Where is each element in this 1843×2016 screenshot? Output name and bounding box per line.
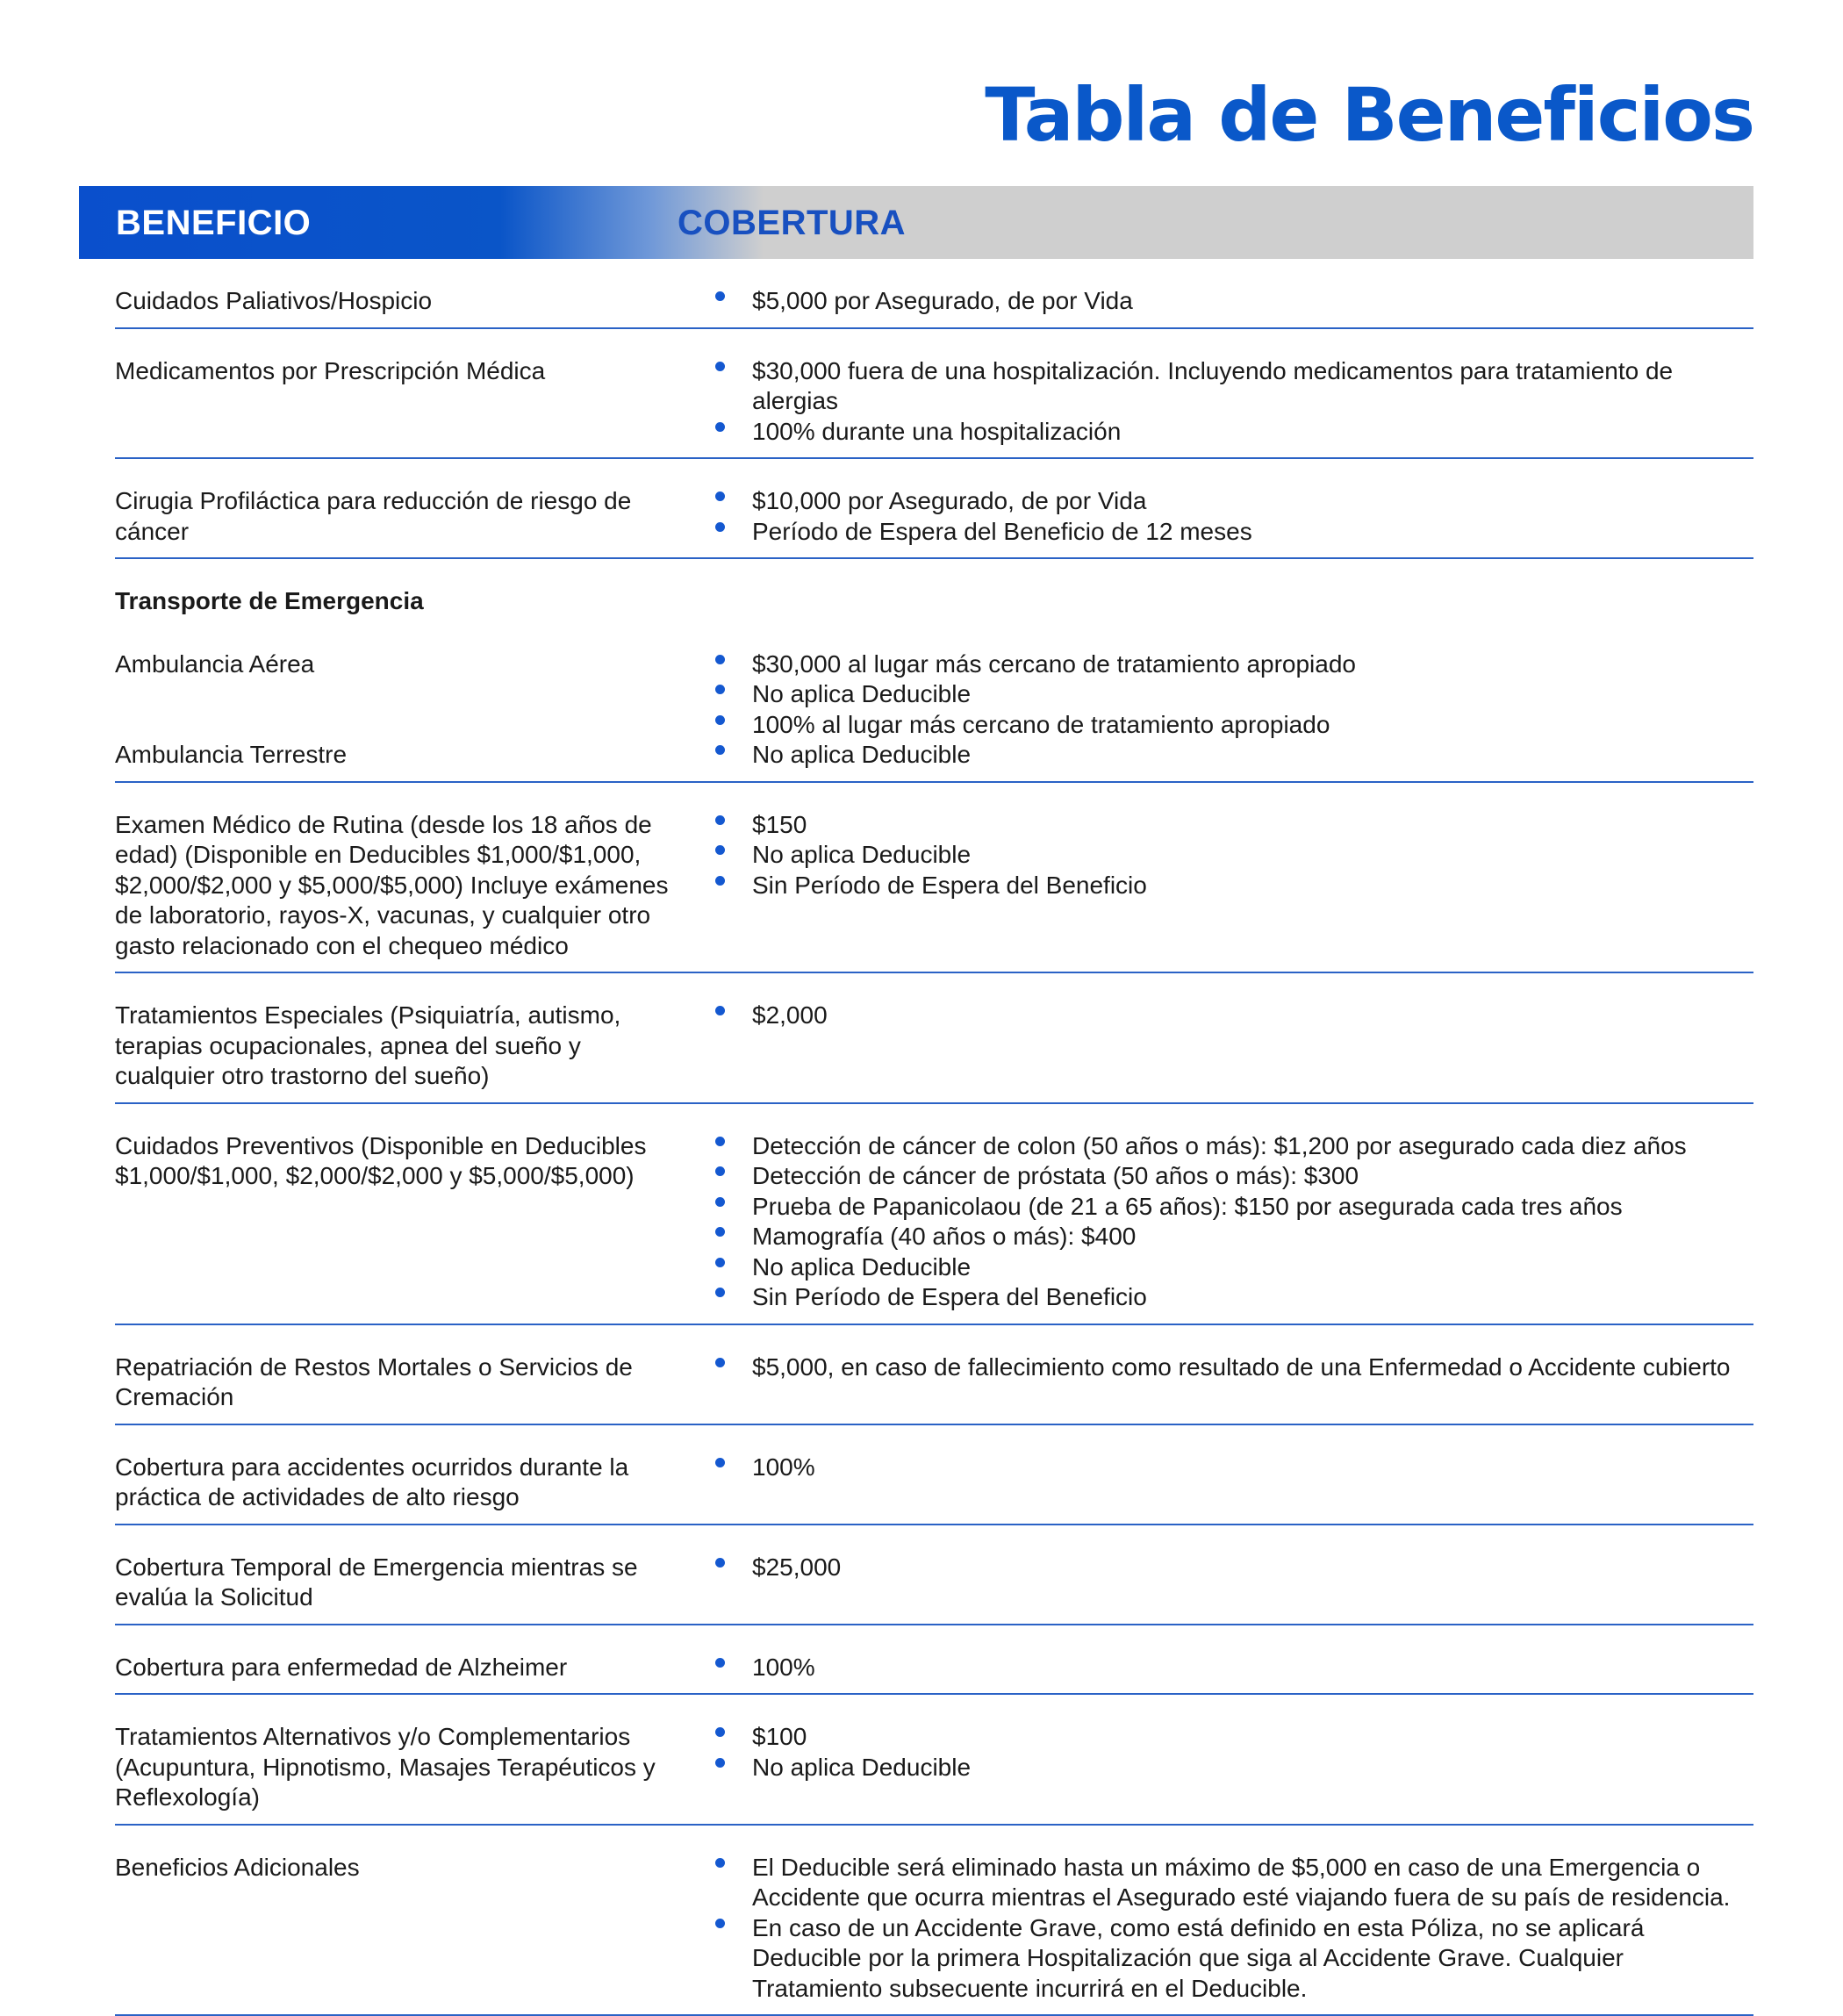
coverage-item: $10,000 por Asegurado, de por Vida (715, 486, 1753, 517)
benefit-label: Cuidados Paliativos/Hospicio (115, 287, 432, 314)
table-row (115, 329, 1753, 460)
coverage-item: El Deducible será eliminado hasta un máximo de $5,000 en caso de una Emergencia o Accidente que ocurra mientras el Asegurado esté viajando fuera de su país de residencia. (715, 1853, 1753, 1913)
benefit-label: Cobertura para accidentes ocurridos durante la práctica de actividades de alto riesgo (115, 1453, 628, 1511)
benefit-label: Medicamentos por Prescripción Médica (115, 357, 545, 384)
coverage-cell (677, 810, 1753, 962)
benefit-cell (115, 1553, 677, 1613)
benefit-label: Tratamientos Alternativos y/o Complementarios (Acupuntura, Hipnotismo, Masajes Terapéuticos y Reflexología) (115, 1723, 656, 1811)
benefit-cell (115, 810, 677, 962)
benefit-cell (115, 1001, 677, 1092)
benefit-label-secondary: Ambulancia Terrestre (115, 740, 677, 771)
coverage-list (715, 486, 1753, 547)
header-coverage: COBERTURA (678, 204, 906, 243)
table-row (115, 1695, 1753, 1826)
coverage-list (715, 1001, 1753, 1031)
coverage-list (715, 1352, 1753, 1383)
table-row (115, 622, 1753, 783)
coverage-item: $25,000 (715, 1553, 1753, 1583)
coverage-item: 100% durante una hospitalización (715, 417, 1753, 448)
benefit-label: Tratamientos Especiales (Psiquiatría, autismo, terapias ocupacionales, apnea del sueño y cualquier otro trastorno del sueño) (115, 1001, 620, 1089)
table-row (115, 1325, 1753, 1425)
table-row (115, 1425, 1753, 1525)
benefit-cell (115, 1352, 677, 1413)
coverage-cell (677, 1131, 1753, 1313)
coverage-item: Mamografía (40 años o más): $400 (715, 1222, 1753, 1252)
benefit-label: Cuidados Preventivos (Disponible en Deducibles $1,000/$1,000, $2,000/$2,000 y $5,000/$5,000) (115, 1132, 646, 1190)
benefit-label: Ambulancia Aérea (115, 649, 677, 680)
coverage-item: $30,000 fuera de una hospitalización. Incluyendo medicamentos para tratamiento de alergias (715, 356, 1753, 417)
coverage-cell (677, 1453, 1753, 1513)
benefit-cell (115, 486, 677, 547)
benefit-label: Cobertura Temporal de Emergencia mientras se evalúa la Solicitud (115, 1553, 638, 1611)
benefit-label: Cirugia Profiláctica para reducción de riesgo de cáncer (115, 487, 631, 545)
coverage-item: Detección de cáncer de colon (50 años o más): $1,200 por asegurado cada diez años (715, 1131, 1753, 1162)
coverage-list (715, 356, 1753, 448)
coverage-item: $100 (715, 1722, 1753, 1753)
benefit-cell (115, 286, 677, 317)
coverage-cell (677, 1553, 1753, 1613)
coverage-cell (677, 1853, 1753, 2005)
coverage-list (715, 1653, 1753, 1683)
coverage-item: No aplica Deducible (715, 840, 1753, 871)
coverage-list (715, 1722, 1753, 1783)
header-benefit: BENEFICIO (116, 204, 311, 243)
coverage-item: $30,000 al lugar más cercano de tratamiento apropiado (715, 649, 1753, 680)
coverage-list (715, 1853, 1753, 2005)
coverage-item: No aplica Deducible (715, 1753, 1753, 1783)
coverage-item: En caso de un Accidente Grave, como está definido en esta Póliza, no se aplicará Deducible por la primera Hospitalización que siga al Accidente Grave. Cualquier Tratamiento subsecuente incurrirá en el Deducible. (715, 1913, 1753, 2005)
table-row (115, 1826, 1753, 2016)
coverage-item: Período de Espera del Beneficio de 12 meses (715, 517, 1753, 548)
benefit-cell (115, 586, 677, 617)
coverage-cell (677, 286, 1753, 317)
coverage-cell (677, 1001, 1753, 1092)
coverage-item: No aplica Deducible (715, 1252, 1753, 1283)
coverage-item: Prueba de Papanicolaou (de 21 a 65 años): $150 por asegurada cada tres años (715, 1192, 1753, 1223)
coverage-item: 100% al lugar más cercano de tratamiento apropiado (715, 710, 1753, 741)
coverage-item: No aplica Deducible (715, 740, 1753, 771)
table-row (115, 1104, 1753, 1325)
coverage-list (715, 649, 1753, 771)
benefit-label: Transporte de Emergencia (115, 587, 424, 614)
benefit-cell (115, 1722, 677, 1813)
coverage-cell (677, 356, 1753, 448)
benefit-label: Repatriación de Restos Mortales o Servicios de Cremación (115, 1353, 633, 1411)
coverage-item: Sin Período de Espera del Beneficio (715, 1282, 1753, 1313)
coverage-list (715, 1453, 1753, 1483)
coverage-item: No aplica Deducible (715, 679, 1753, 710)
benefit-cell (115, 1653, 677, 1683)
benefit-cell (115, 1453, 677, 1513)
benefit-label: Beneficios Adicionales (115, 1854, 360, 1881)
coverage-list (715, 286, 1753, 317)
table-header (79, 186, 1753, 259)
coverage-item: 100% (715, 1453, 1753, 1483)
table-row (115, 259, 1753, 329)
coverage-cell (677, 649, 1753, 771)
coverage-item: Sin Período de Espera del Beneficio (715, 871, 1753, 901)
coverage-item: $150 (715, 810, 1753, 841)
benefit-label: Cobertura para enfermedad de Alzheimer (115, 1654, 567, 1681)
coverage-item: $5,000, en caso de fallecimiento como resultado de una Enfermedad o Accidente cubierto (715, 1352, 1753, 1383)
table-row (115, 459, 1753, 559)
table-row (115, 1625, 1753, 1696)
coverage-cell (677, 486, 1753, 547)
coverage-list (715, 1553, 1753, 1583)
coverage-cell (677, 1722, 1753, 1813)
coverage-item: 100% (715, 1653, 1753, 1683)
table-row (115, 1525, 1753, 1625)
coverage-cell (677, 1653, 1753, 1683)
coverage-item: $5,000 por Asegurado, de por Vida (715, 286, 1753, 317)
table-row (115, 973, 1753, 1104)
section-row (115, 559, 1753, 622)
benefit-cell (115, 1131, 677, 1313)
coverage-cell (677, 1352, 1753, 1413)
benefit-label: Examen Médico de Rutina (desde los 18 años de edad) (Disponible en Deducibles $1,000/$1,000, $2,000/$2,000 y $5,000/$5,000) Incluye exámenes de laboratorio, rayos-X, vacunas, y cualquier otro gasto relacionado con el chequeo médico (115, 811, 668, 959)
coverage-cell (677, 586, 1753, 617)
benefit-cell (115, 1853, 677, 2005)
page-title: Tabla de Beneficios (985, 72, 1753, 158)
coverage-item: $2,000 (715, 1001, 1753, 1031)
table-row (115, 783, 1753, 974)
coverage-list (715, 1131, 1753, 1313)
coverage-list (715, 810, 1753, 901)
benefit-cell (115, 649, 677, 771)
benefits-table (115, 259, 1753, 2016)
coverage-item: Detección de cáncer de próstata (50 años o más): $300 (715, 1161, 1753, 1192)
benefit-cell (115, 356, 677, 448)
